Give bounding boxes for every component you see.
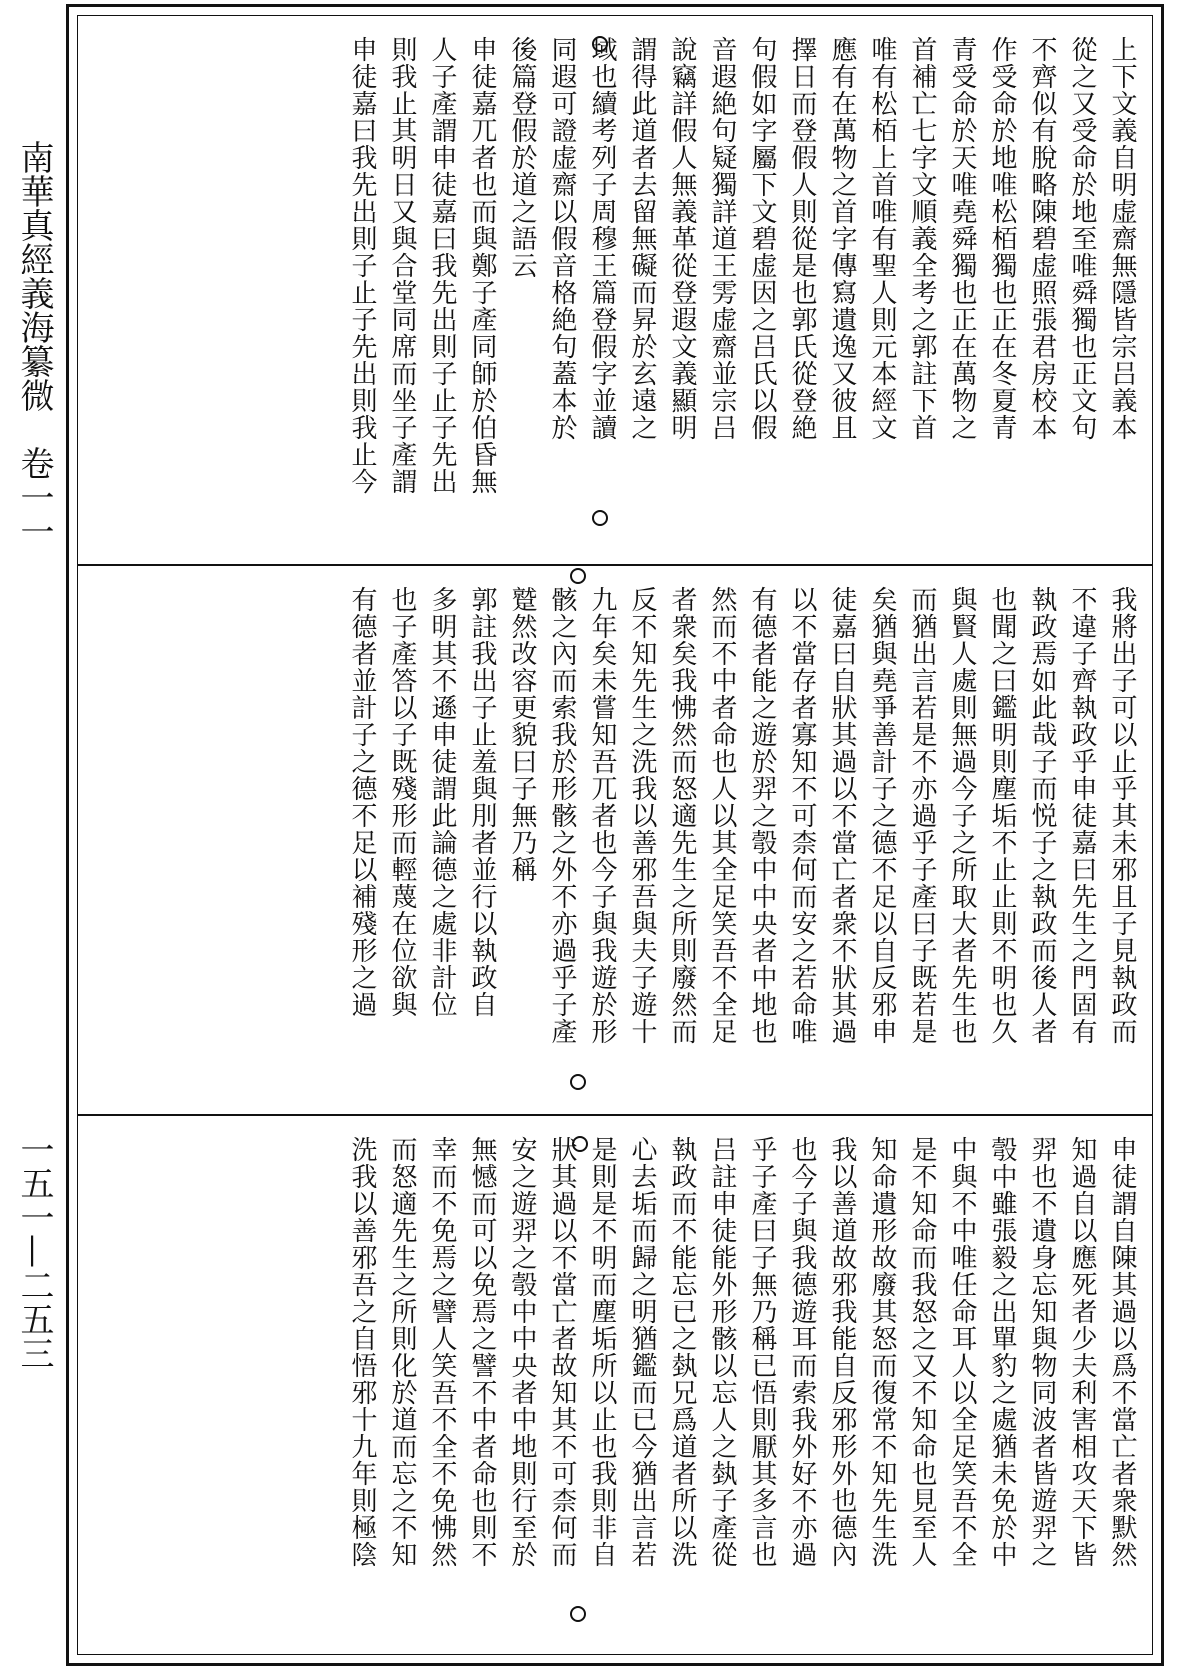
text-column: 青受命於天唯堯舜獨也正在萬物之 bbox=[947, 36, 977, 441]
text-column: 而猶出言若是不亦過乎子產曰子既若是 bbox=[907, 586, 937, 1045]
text-column: 申徒嘉兀者也而與鄭子產同師於伯昏無 bbox=[467, 36, 497, 495]
text-column: 我以善道故邪我能自反邪形外也德內 bbox=[827, 1136, 857, 1568]
text-column: 申徒謂自陳其過以爲不當亡者衆默然 bbox=[1107, 1136, 1137, 1568]
text-column: 申徒嘉曰我先出則子止子先出則我止今 bbox=[347, 36, 377, 495]
text-column: 後篇登假於道之語云 bbox=[507, 36, 537, 279]
text-column: 郭註我出子止羞與刖者並行以執政自 bbox=[467, 586, 497, 1018]
text-column: 也子產答以子既殘形而輕蔑在位欲與 bbox=[387, 586, 417, 1018]
text-column: 九年矣未嘗知吾兀者也今子與我遊於形 bbox=[587, 586, 617, 1045]
text-column: 而怒適先生之所則化於道而忘之不知 bbox=[387, 1136, 417, 1568]
text-column: 上下文義自明虚齋無隱皆宗吕義本 bbox=[1107, 36, 1137, 441]
text-column: 我將出子可以止乎其未邪且子見執政而 bbox=[1107, 586, 1137, 1045]
text-column: 蹵然改容更貌曰子無乃稱 bbox=[507, 586, 537, 883]
text-column: 羿也不遺身忘知與物同波者皆遊羿之 bbox=[1027, 1136, 1057, 1568]
text-column: 心去垢而歸之明猶鑑而已今猶出言若 bbox=[627, 1136, 657, 1568]
text-column: 擇日而登假人則從是也郭氏從登絶 bbox=[787, 36, 817, 441]
text-column: 作受命於地唯松栢獨也正在冬夏青 bbox=[987, 36, 1017, 441]
text-column: 反不知先生之洗我以善邪吾與夫子遊十 bbox=[627, 586, 657, 1045]
column-text bbox=[342, 586, 1142, 1101]
text-column: 乎子產曰子無乃稱已悟則厭其多言也 bbox=[747, 1136, 777, 1568]
text-column: 矣猶與堯爭善計子之德不足以自反邪申 bbox=[867, 586, 897, 1045]
text-panel-middle bbox=[78, 566, 1152, 1116]
text-column: 中與不中唯任命耳人以全足笑吾不全 bbox=[947, 1136, 977, 1568]
book-title-margin: 南華真經義海纂微 卷一一 bbox=[14, 140, 54, 548]
text-column: 也今子與我德遊耳而索我外好不亦過 bbox=[787, 1136, 817, 1568]
text-column: 也聞之曰鑑明則塵垢不止止則不明也久 bbox=[987, 586, 1017, 1045]
text-column: 不齊似有脫略陳碧虚照張君房校本 bbox=[1027, 36, 1057, 441]
punctuation-circle bbox=[570, 568, 586, 584]
page-number-margin: 一五一—二五三 bbox=[14, 1132, 54, 1370]
text-column: 以不當存者寡知不可柰何而安之若命唯 bbox=[787, 586, 817, 1045]
text-column: 幸而不免焉之譬人笑吾不全不免怫然 bbox=[427, 1136, 457, 1568]
column-text bbox=[342, 1136, 1142, 1651]
text-column: 應有在萬物之首字傳寫遺逸又彼且 bbox=[827, 36, 857, 441]
text-column: 首補亡七字文順義全考之郭註下首 bbox=[907, 36, 937, 441]
text-column: 知命遺形故廢其怒而復常不知先生洗 bbox=[867, 1136, 897, 1568]
column-text bbox=[342, 36, 1142, 551]
text-column: 從之又受命於地至唯舜獨也正文句 bbox=[1067, 36, 1097, 441]
text-column: 安之遊羿之彀中中央者中地則行至於 bbox=[507, 1136, 537, 1568]
text-column: 執政而不能忘已之埶兄爲道者所以洗 bbox=[667, 1136, 697, 1568]
text-column: 是不知命而我怒之又不知命也見至人 bbox=[907, 1136, 937, 1568]
text-column: 知過自以應死者少夫利害相攻天下皆 bbox=[1067, 1136, 1097, 1568]
text-panel-top bbox=[78, 16, 1152, 566]
text-column: 說竊詳假人無義革從登遐文義顯明 bbox=[667, 36, 697, 441]
text-column: 有德者能之遊於羿之彀中中央者中地也 bbox=[747, 586, 777, 1045]
text-column: 是則是不明而塵垢所以止也我則非自 bbox=[587, 1136, 617, 1568]
text-column: 音遐絶句疑獨詳道王雱虚齋並宗吕 bbox=[707, 36, 737, 441]
text-column: 與賢人處則無過今子之所取大者先生也 bbox=[947, 586, 977, 1045]
text-column: 多明其不遜申徒謂此論德之處非計位 bbox=[427, 586, 457, 1018]
text-column: 句假如字屬下文碧虚因之吕氏以假 bbox=[747, 36, 777, 441]
text-column: 吕註申徒能外形骸以忘人之埶子產從 bbox=[707, 1136, 737, 1568]
inner-border bbox=[77, 15, 1153, 1655]
text-column: 謂得此道者去留無礙而昇於玄遠之 bbox=[627, 36, 657, 441]
text-column: 域也續考列子周穆王篇登假字並讀 bbox=[587, 36, 617, 441]
text-column: 人子產謂申徒嘉曰我先出則子止子先出 bbox=[427, 36, 457, 495]
text-column: 有德者並計子之德不足以補殘形之過 bbox=[347, 586, 377, 1018]
text-column: 同遐可證虚齋以假音格絶句蓋本於 bbox=[547, 36, 577, 441]
text-column: 無憾而可以免焉之譬不中者命也則不 bbox=[467, 1136, 497, 1568]
text-column: 骸之內而索我於形骸之外不亦過乎子產 bbox=[547, 586, 577, 1045]
text-column: 者衆矣我怫然而怒適先生之所則廢然而 bbox=[667, 586, 697, 1045]
text-column: 執政焉如此哉子而悦子之執政而後人者 bbox=[1027, 586, 1057, 1045]
text-column: 唯有松栢上首唯有聖人則元本經文 bbox=[867, 36, 897, 441]
text-column: 則我止其明日又與合堂同席而坐子產謂 bbox=[387, 36, 417, 495]
text-column: 洗我以善邪吾之自悟邪十九年則極陰 bbox=[347, 1136, 377, 1568]
text-panel-bottom bbox=[78, 1116, 1152, 1651]
page-frame bbox=[66, 4, 1164, 1666]
text-column: 狀其過以不當亡者故知其不可柰何而 bbox=[547, 1136, 577, 1568]
text-column: 不違子齊執政乎申徒嘉曰先生之門固有 bbox=[1067, 586, 1097, 1045]
text-column: 彀中雖張毅之出單豹之處猶未免於中 bbox=[987, 1136, 1017, 1568]
text-column: 徒嘉曰自狀其過以不當亡者衆不狀其過 bbox=[827, 586, 857, 1045]
text-column: 然而不中者命也人以其全足笑吾不全足 bbox=[707, 586, 737, 1045]
